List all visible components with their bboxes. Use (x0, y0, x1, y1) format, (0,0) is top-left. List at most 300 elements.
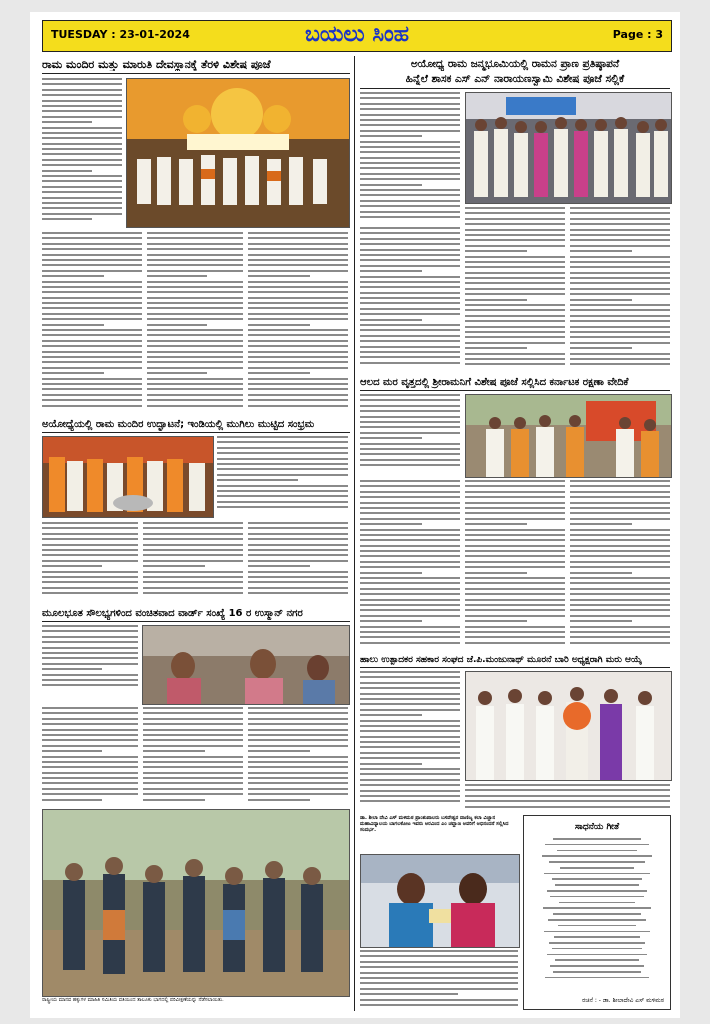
text-line (42, 110, 122, 112)
text-line (465, 309, 565, 311)
text-line (360, 566, 460, 568)
text-line (248, 565, 310, 567)
poem-line (558, 925, 636, 927)
text-line (465, 507, 565, 509)
text-line (570, 512, 670, 514)
text-line (360, 642, 460, 644)
text-line (42, 143, 122, 145)
text-line (248, 723, 348, 725)
text-line (248, 334, 348, 336)
text-line (42, 248, 142, 250)
text-line (465, 806, 670, 808)
text-line (465, 545, 565, 547)
text-line (248, 777, 348, 779)
text-line (42, 351, 142, 353)
text-line (360, 329, 460, 331)
article-text (360, 950, 518, 1010)
poem-line (555, 884, 638, 886)
text-line (147, 340, 243, 342)
text-line (147, 378, 243, 380)
text-line (570, 615, 670, 617)
poem-line (554, 936, 640, 938)
text-line (248, 318, 348, 320)
issue-date: TUESDAY : 23-01-2024 (51, 28, 190, 41)
text-line (570, 529, 670, 531)
text-line (570, 491, 670, 493)
text-line (570, 561, 670, 563)
text-line (360, 200, 460, 202)
text-line (143, 734, 243, 736)
text-line (465, 636, 565, 638)
text-line (465, 599, 565, 601)
text-line (42, 191, 122, 193)
text-line (360, 356, 460, 358)
text-line (248, 270, 348, 272)
text-line (143, 522, 243, 524)
text-line (147, 297, 243, 299)
text-line (570, 502, 670, 504)
text-line (143, 592, 243, 594)
text-line (465, 626, 565, 628)
text-line (360, 459, 460, 461)
text-line (42, 405, 142, 407)
text-line (360, 276, 460, 278)
text-line (465, 218, 565, 220)
text-line (465, 353, 565, 355)
text-line (217, 436, 348, 438)
text-line (248, 367, 348, 369)
text-line (360, 977, 518, 979)
text-line (248, 329, 348, 331)
text-line (465, 266, 565, 268)
text-line (42, 100, 122, 102)
text-line (42, 243, 142, 245)
text-line (42, 237, 142, 239)
text-line (360, 604, 460, 606)
text-line (42, 264, 142, 266)
text-line (570, 229, 670, 231)
article-text (42, 78, 122, 228)
text-line (570, 588, 670, 590)
text-line (42, 799, 102, 801)
caption-human-rights: ರಾಷ್ಟ್ರೀಯ ಮಾನವ ಹಕ್ಕುಗಳ ಮಾಹಿತಿ ಸಮಿತಿಯ ವತಿಯಿಂದ ತಾಲೂಕು ಭಾಗದಲ್ಲಿ ಪರಿವೀಕ್ಷಣೆಯನ್ನು ನೆಡೆಸಲಾಯಿತು. (42, 997, 224, 1003)
text-line (248, 259, 348, 261)
text-line (360, 340, 460, 342)
text-line (360, 784, 460, 786)
text-line (147, 270, 243, 272)
text-line (570, 234, 670, 236)
text-line (42, 232, 142, 234)
text-line (143, 793, 243, 795)
text-line (42, 186, 122, 188)
text-line (570, 282, 670, 284)
article-text (360, 671, 460, 811)
text-line (360, 453, 460, 455)
text-line (248, 399, 348, 401)
text-line (360, 693, 460, 695)
text-line (42, 723, 138, 725)
text-line (465, 604, 565, 606)
text-line (360, 351, 460, 353)
text-line (147, 324, 207, 326)
text-line (465, 593, 565, 595)
article-text (147, 232, 243, 412)
text-line (465, 347, 527, 349)
text-line (465, 299, 527, 301)
text-line (360, 626, 460, 628)
text-line (248, 592, 348, 594)
text-line (465, 342, 565, 344)
text-line (360, 443, 460, 445)
text-line (570, 336, 670, 338)
text-line (42, 132, 122, 134)
masthead (42, 20, 672, 52)
text-line (147, 356, 243, 358)
headline-underline (42, 73, 350, 74)
text-line (360, 270, 422, 272)
text-line (360, 993, 458, 995)
poem-body (534, 838, 660, 989)
text-line (248, 549, 348, 551)
photo-principal-felicitation (360, 854, 520, 948)
text-line (465, 615, 565, 617)
text-line (360, 265, 460, 267)
text-line (360, 588, 460, 590)
text-line (465, 512, 565, 514)
text-line (465, 358, 565, 360)
poem-line (560, 867, 633, 869)
text-line (360, 966, 518, 968)
text-line (42, 329, 142, 331)
text-line (217, 485, 348, 487)
text-line (143, 560, 243, 562)
text-line (217, 506, 348, 508)
text-line (248, 254, 348, 256)
text-line (465, 550, 565, 552)
text-line (360, 779, 460, 781)
text-line (42, 750, 102, 752)
text-line (42, 641, 138, 643)
text-line (147, 361, 243, 363)
text-line (360, 529, 460, 531)
text-line (465, 336, 565, 338)
text-line (360, 599, 460, 601)
text-line (248, 243, 348, 245)
text-line (143, 745, 243, 747)
text-line (42, 275, 104, 277)
text-line (465, 566, 565, 568)
text-line (42, 544, 138, 546)
text-line (248, 527, 348, 529)
text-line (360, 432, 460, 434)
text-line (360, 671, 460, 673)
text-line (42, 533, 138, 535)
text-line (42, 745, 138, 747)
text-line (42, 345, 142, 347)
text-line (360, 464, 460, 466)
text-line (465, 239, 565, 241)
headline-underline (42, 432, 350, 433)
text-line (42, 259, 142, 261)
article-text (42, 522, 138, 602)
text-line (360, 763, 422, 765)
text-line (147, 405, 243, 407)
text-line (42, 207, 122, 209)
text-line (570, 620, 632, 622)
headline-underline (360, 667, 670, 668)
text-line (42, 527, 138, 529)
text-line (360, 790, 460, 792)
text-line (360, 730, 460, 732)
text-line (360, 709, 460, 711)
photo-mla-pooja (465, 92, 672, 204)
article-text (248, 232, 348, 412)
text-line (360, 491, 460, 493)
text-line (248, 286, 348, 288)
text-line (42, 291, 142, 293)
text-line (147, 383, 243, 385)
text-line (360, 961, 518, 963)
text-line (147, 254, 243, 256)
text-line (42, 777, 138, 779)
text-line (248, 772, 348, 774)
text-line (570, 304, 670, 306)
text-line (42, 576, 138, 578)
text-line (42, 159, 122, 161)
text-line (147, 264, 243, 266)
text-line (248, 307, 348, 309)
text-line (42, 729, 138, 731)
text-line (360, 259, 460, 261)
text-line (143, 777, 243, 779)
text-line (42, 180, 122, 182)
text-line (42, 788, 138, 790)
poem-author: ರಚನೆ : - ಡಾ. ಶೀಲಾದೇವಿ ಎಸ್ ಮಳಿಮಠ (582, 997, 664, 1004)
text-line (360, 757, 460, 759)
text-line (465, 320, 565, 322)
text-line (248, 383, 348, 385)
text-line (360, 437, 422, 439)
text-line (42, 378, 142, 380)
text-line (248, 576, 348, 578)
text-line (360, 286, 460, 288)
headline-underline (360, 390, 670, 391)
text-line (570, 636, 670, 638)
text-line (360, 249, 460, 251)
text-line (465, 245, 565, 247)
text-line (360, 184, 422, 186)
text-line (360, 313, 460, 315)
text-line (465, 272, 565, 274)
text-line (248, 361, 348, 363)
text-line (570, 207, 670, 209)
text-line (570, 523, 632, 525)
article-text (465, 784, 670, 812)
text-line (360, 92, 460, 94)
photo-residents (142, 625, 350, 705)
text-line (360, 205, 460, 207)
text-line (360, 232, 460, 234)
text-line (360, 480, 460, 482)
text-line (42, 761, 138, 763)
text-line (42, 718, 138, 720)
text-line (360, 146, 460, 148)
text-line (360, 238, 460, 240)
text-line (42, 175, 122, 177)
text-line (360, 141, 460, 143)
text-line (42, 383, 142, 385)
text-line (360, 281, 460, 283)
text-line (570, 223, 670, 225)
text-line (465, 620, 527, 622)
text-line (42, 592, 138, 594)
text-line (42, 361, 142, 363)
text-line (248, 739, 348, 741)
text-line (143, 538, 243, 540)
text-line (147, 399, 243, 401)
text-line (248, 394, 348, 396)
text-line (217, 463, 348, 465)
text-line (143, 527, 243, 529)
poem-line (557, 850, 638, 852)
text-line (465, 288, 565, 290)
poem-line (549, 861, 645, 863)
text-line (143, 766, 243, 768)
text-line (248, 378, 348, 380)
text-line (360, 103, 460, 105)
text-line (360, 502, 460, 504)
text-line (42, 549, 138, 551)
article-text (570, 207, 670, 372)
text-line (42, 334, 142, 336)
poem-line (550, 896, 643, 898)
text-line (42, 538, 138, 540)
text-line (360, 119, 460, 121)
text-line (42, 302, 142, 304)
text-line (360, 620, 422, 622)
poem-line (555, 959, 638, 961)
text-line (360, 714, 422, 716)
headline-milk-society: ಹಾಲು ಉತ್ಪಾದಕರ ಸಹಕಾರ ಸಂಘದ ಜೆ.ಪಿ.ಮಂಜುನಾಥ್ ಮೂರನೆ ಬಾರಿ ಅಧ್ಯಕ್ಷರಾಗಿ ಮರು ಆಯ್ಕೆ (360, 655, 642, 665)
photo-milk-society-felicitation (465, 671, 672, 781)
text-line (248, 761, 348, 763)
text-line (360, 97, 460, 99)
text-line (360, 173, 460, 175)
text-line (42, 324, 104, 326)
text-line (42, 684, 138, 686)
text-line (570, 218, 670, 220)
text-line (248, 533, 348, 535)
text-line (570, 626, 670, 628)
text-line (42, 399, 142, 401)
text-line (147, 307, 243, 309)
text-line (42, 197, 122, 199)
text-line (360, 399, 460, 401)
poem-line (545, 977, 648, 979)
text-line (42, 127, 122, 129)
text-line (570, 272, 670, 274)
text-line (143, 533, 243, 535)
text-line (360, 741, 460, 743)
text-line (570, 245, 670, 247)
poem-line (549, 942, 645, 944)
article-text (248, 707, 348, 807)
text-line (360, 988, 518, 990)
text-line (42, 772, 138, 774)
text-line (465, 539, 565, 541)
text-line (465, 555, 565, 557)
article-text (42, 707, 138, 807)
text-line (42, 286, 142, 288)
text-line (360, 335, 460, 337)
text-line (143, 549, 243, 551)
text-line (147, 394, 243, 396)
text-line (465, 229, 565, 231)
text-line (42, 367, 142, 369)
text-line (360, 746, 460, 748)
text-line (465, 582, 565, 584)
text-line (143, 788, 243, 790)
text-line (248, 281, 348, 283)
text-line (360, 426, 460, 428)
text-line (360, 157, 460, 159)
text-line (147, 248, 243, 250)
text-line (42, 756, 138, 758)
photo-temple-pooja (126, 78, 350, 228)
article-text (143, 522, 243, 602)
text-line (42, 388, 142, 390)
text-line (360, 518, 460, 520)
text-line (570, 507, 670, 509)
text-line (465, 523, 527, 525)
text-line (248, 538, 348, 540)
column-divider (354, 56, 355, 1011)
page-number: Page : 3 (612, 28, 663, 41)
text-line (217, 495, 348, 497)
text-line (360, 539, 460, 541)
text-line (570, 212, 670, 214)
text-line (570, 277, 670, 279)
text-line (360, 593, 460, 595)
text-line (570, 320, 670, 322)
text-line (147, 243, 243, 245)
text-line (360, 135, 422, 137)
text-line (42, 663, 138, 665)
text-line (570, 353, 670, 355)
article-text (42, 232, 142, 412)
text-line (42, 712, 138, 714)
text-line (570, 331, 670, 333)
text-line (360, 609, 460, 611)
text-line (570, 604, 670, 606)
text-line (248, 544, 348, 546)
text-line (465, 363, 565, 365)
text-line (42, 307, 142, 309)
text-line (465, 304, 565, 306)
text-line (248, 734, 348, 736)
text-line (360, 720, 460, 722)
text-line (143, 707, 243, 709)
text-line (248, 554, 348, 556)
text-line (570, 358, 670, 360)
text-line (360, 972, 518, 974)
text-line (147, 318, 243, 320)
text-line (147, 237, 243, 239)
text-line (360, 227, 460, 229)
text-line (360, 572, 422, 574)
poem-line (553, 838, 641, 840)
photo-karave-members (465, 394, 672, 478)
